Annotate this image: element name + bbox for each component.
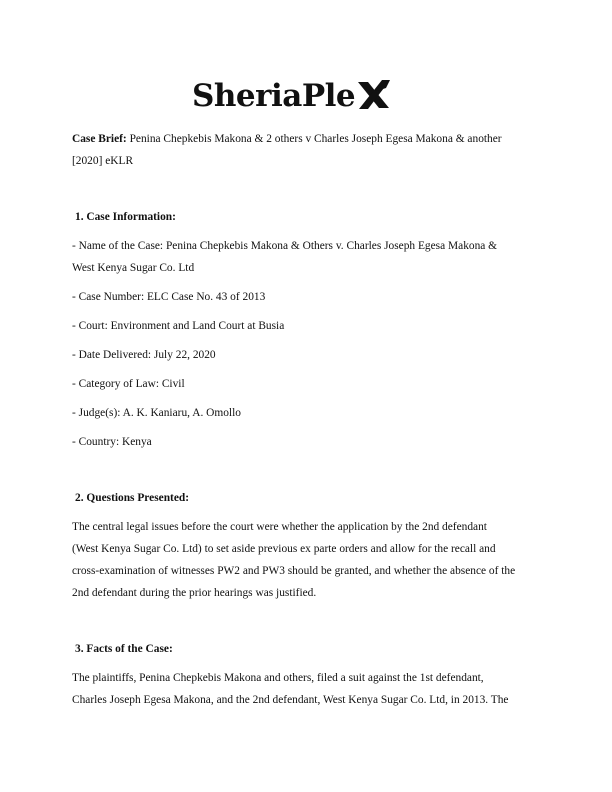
logo-x-mark-icon xyxy=(356,78,392,112)
country: - Country: Kenya xyxy=(72,436,152,448)
case-number: - Case Number: ELC Case No. 43 of 2013 xyxy=(72,291,266,303)
case-brief-title-line2: [2020] eKLR xyxy=(72,155,134,167)
case-brief xyxy=(72,128,542,172)
sheriaplex-logo xyxy=(192,74,422,118)
judges: - Judge(s): A. K. Kaniaru, A. Omollo xyxy=(72,407,241,419)
court: - Court: Environment and Land Court at Busia xyxy=(72,320,285,332)
case-name-line2: West Kenya Sugar Co. Ltd xyxy=(72,262,195,274)
facts-line: The plaintiffs, Penina Chepkebis Makona and others, filed a suit against the 1st defendant, xyxy=(72,672,484,684)
case-brief-label: Case Brief: xyxy=(72,133,127,145)
category-of-law: - Category of Law: Civil xyxy=(72,378,185,390)
case-brief-title-line1: Penina Chepkebis Makona & 2 others v Charles Joseph Egesa Makona & another xyxy=(129,133,502,145)
logo-wordmark: SheriaPle xyxy=(192,77,356,114)
questions-line: (West Kenya Sugar Co. Ltd) to set aside previous ex parte orders and allow for the recall and xyxy=(72,543,496,555)
questions-line: 2nd defendant during the prior hearings was justified. xyxy=(72,587,317,599)
section-heading-case-information: 1. Case Information: xyxy=(75,211,176,223)
section-heading-facts: 3. Facts of the Case: xyxy=(75,643,173,655)
questions-line: cross-examination of witnesses PW2 and PW3 should be granted, and whether the absence of the xyxy=(72,565,516,577)
facts-line: Charles Joseph Egesa Makona, and the 2nd defendant, West Kenya Sugar Co. Ltd, in 2013. The xyxy=(72,694,509,706)
section-heading-questions-presented: 2. Questions Presented: xyxy=(75,492,190,504)
document-body xyxy=(72,128,542,711)
date-delivered: - Date Delivered: July 22, 2020 xyxy=(72,349,216,361)
questions-line: The central legal issues before the court were whether the application by the 2nd defendant xyxy=(72,521,487,533)
case-name-line1: - Name of the Case: Penina Chepkebis Makona & Others v. Charles Joseph Egesa Makona & xyxy=(72,240,498,252)
